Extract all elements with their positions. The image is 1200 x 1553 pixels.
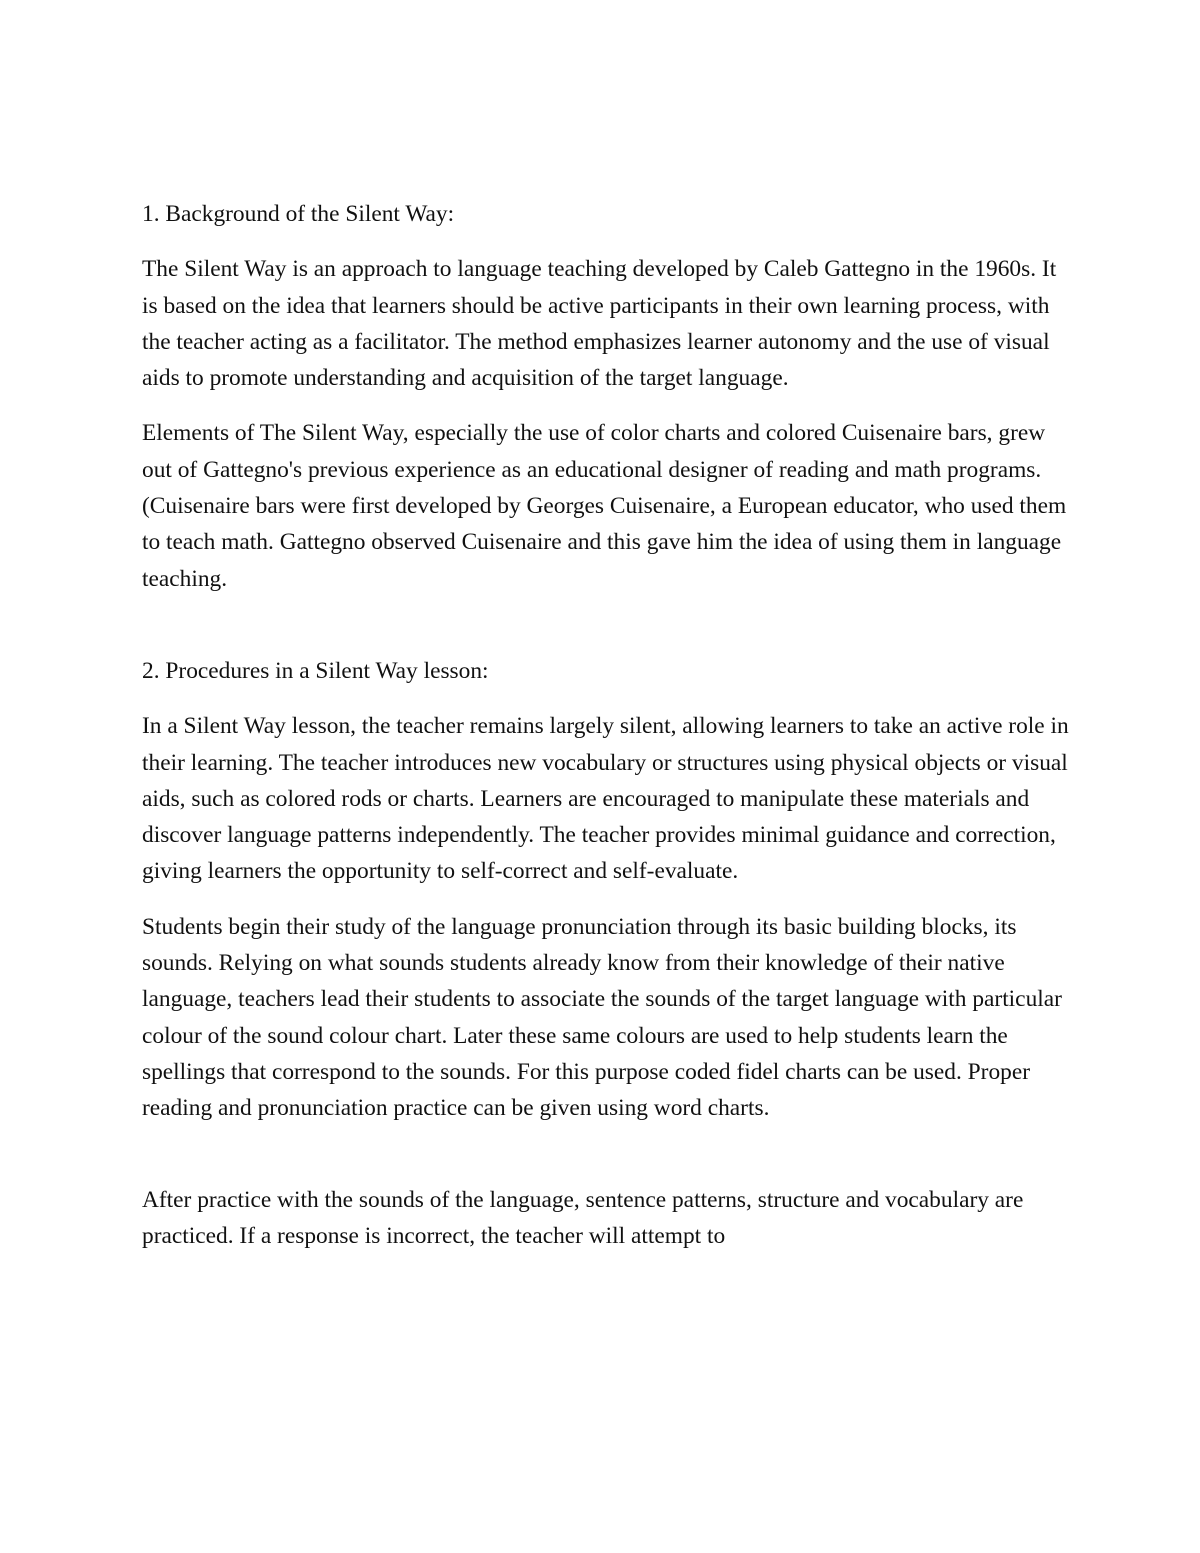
section-2-paragraph-3: After practice with the sounds of the language, sentence patterns, structure and vocabulary are practiced. If a response is incorrect, the teacher will attempt to xyxy=(142,1186,1024,1249)
paragraph-spacer xyxy=(142,1146,1072,1182)
section-2-heading: 2. Procedures in a Silent Way lesson: xyxy=(142,657,489,684)
section-1-paragraph-2: Elements of The Silent Way, especially the use of color charts and colored Cuisenaire bars, grew out of Gattegno's previous experience as an educational designer of reading and math programs. (Cuisenaire bars were first developed by Georges Cuisenaire, a European educator, who used them to teach math. Gattegno observed Cuisenaire and this gave him the idea of using them in language teaching. xyxy=(142,420,1067,592)
section-spacer xyxy=(142,616,1072,653)
section-1-heading: 1. Background of the Silent Way: xyxy=(142,201,455,227)
section-2-paragraph-2: Students begin their study of the language pronunciation through its basic building blocks, its sounds. Relying on what sounds students already know from their knowledge of their native language, teachers lead their students to associate the sounds of the target language with particular colour of the sound colour chart. Later these same colours are used to help students learn the spellings that correspond to the sounds. For this purpose coded fidel charts can be used. Proper reading and pronunciation practice can be given using word charts. xyxy=(142,913,1062,1122)
section-2-paragraph-1: In a Silent Way lesson, the teacher remains largely silent, allowing learners to take an active role in their learning. The teacher introduces new vocabulary or structures using physical objects or visual aids, such as colored rods or charts. Learners are encouraged to manipulate these materials and discover language patterns independently. The teacher provides minimal guidance and correction, giving learners the opportunity to self-correct and self-evaluate. xyxy=(142,713,1069,885)
section-1-paragraph-1: The Silent Way is an approach to language teaching developed by Caleb Gattegno in the 1960s. It is based on the idea that learners should be active participants in their own learning process, with the teacher acting as a facilitator. The method emphasizes learner autonomy and the use of visual aids to promote understanding and acquisition of the target language. xyxy=(142,256,1057,392)
document-body xyxy=(142,196,1072,1273)
